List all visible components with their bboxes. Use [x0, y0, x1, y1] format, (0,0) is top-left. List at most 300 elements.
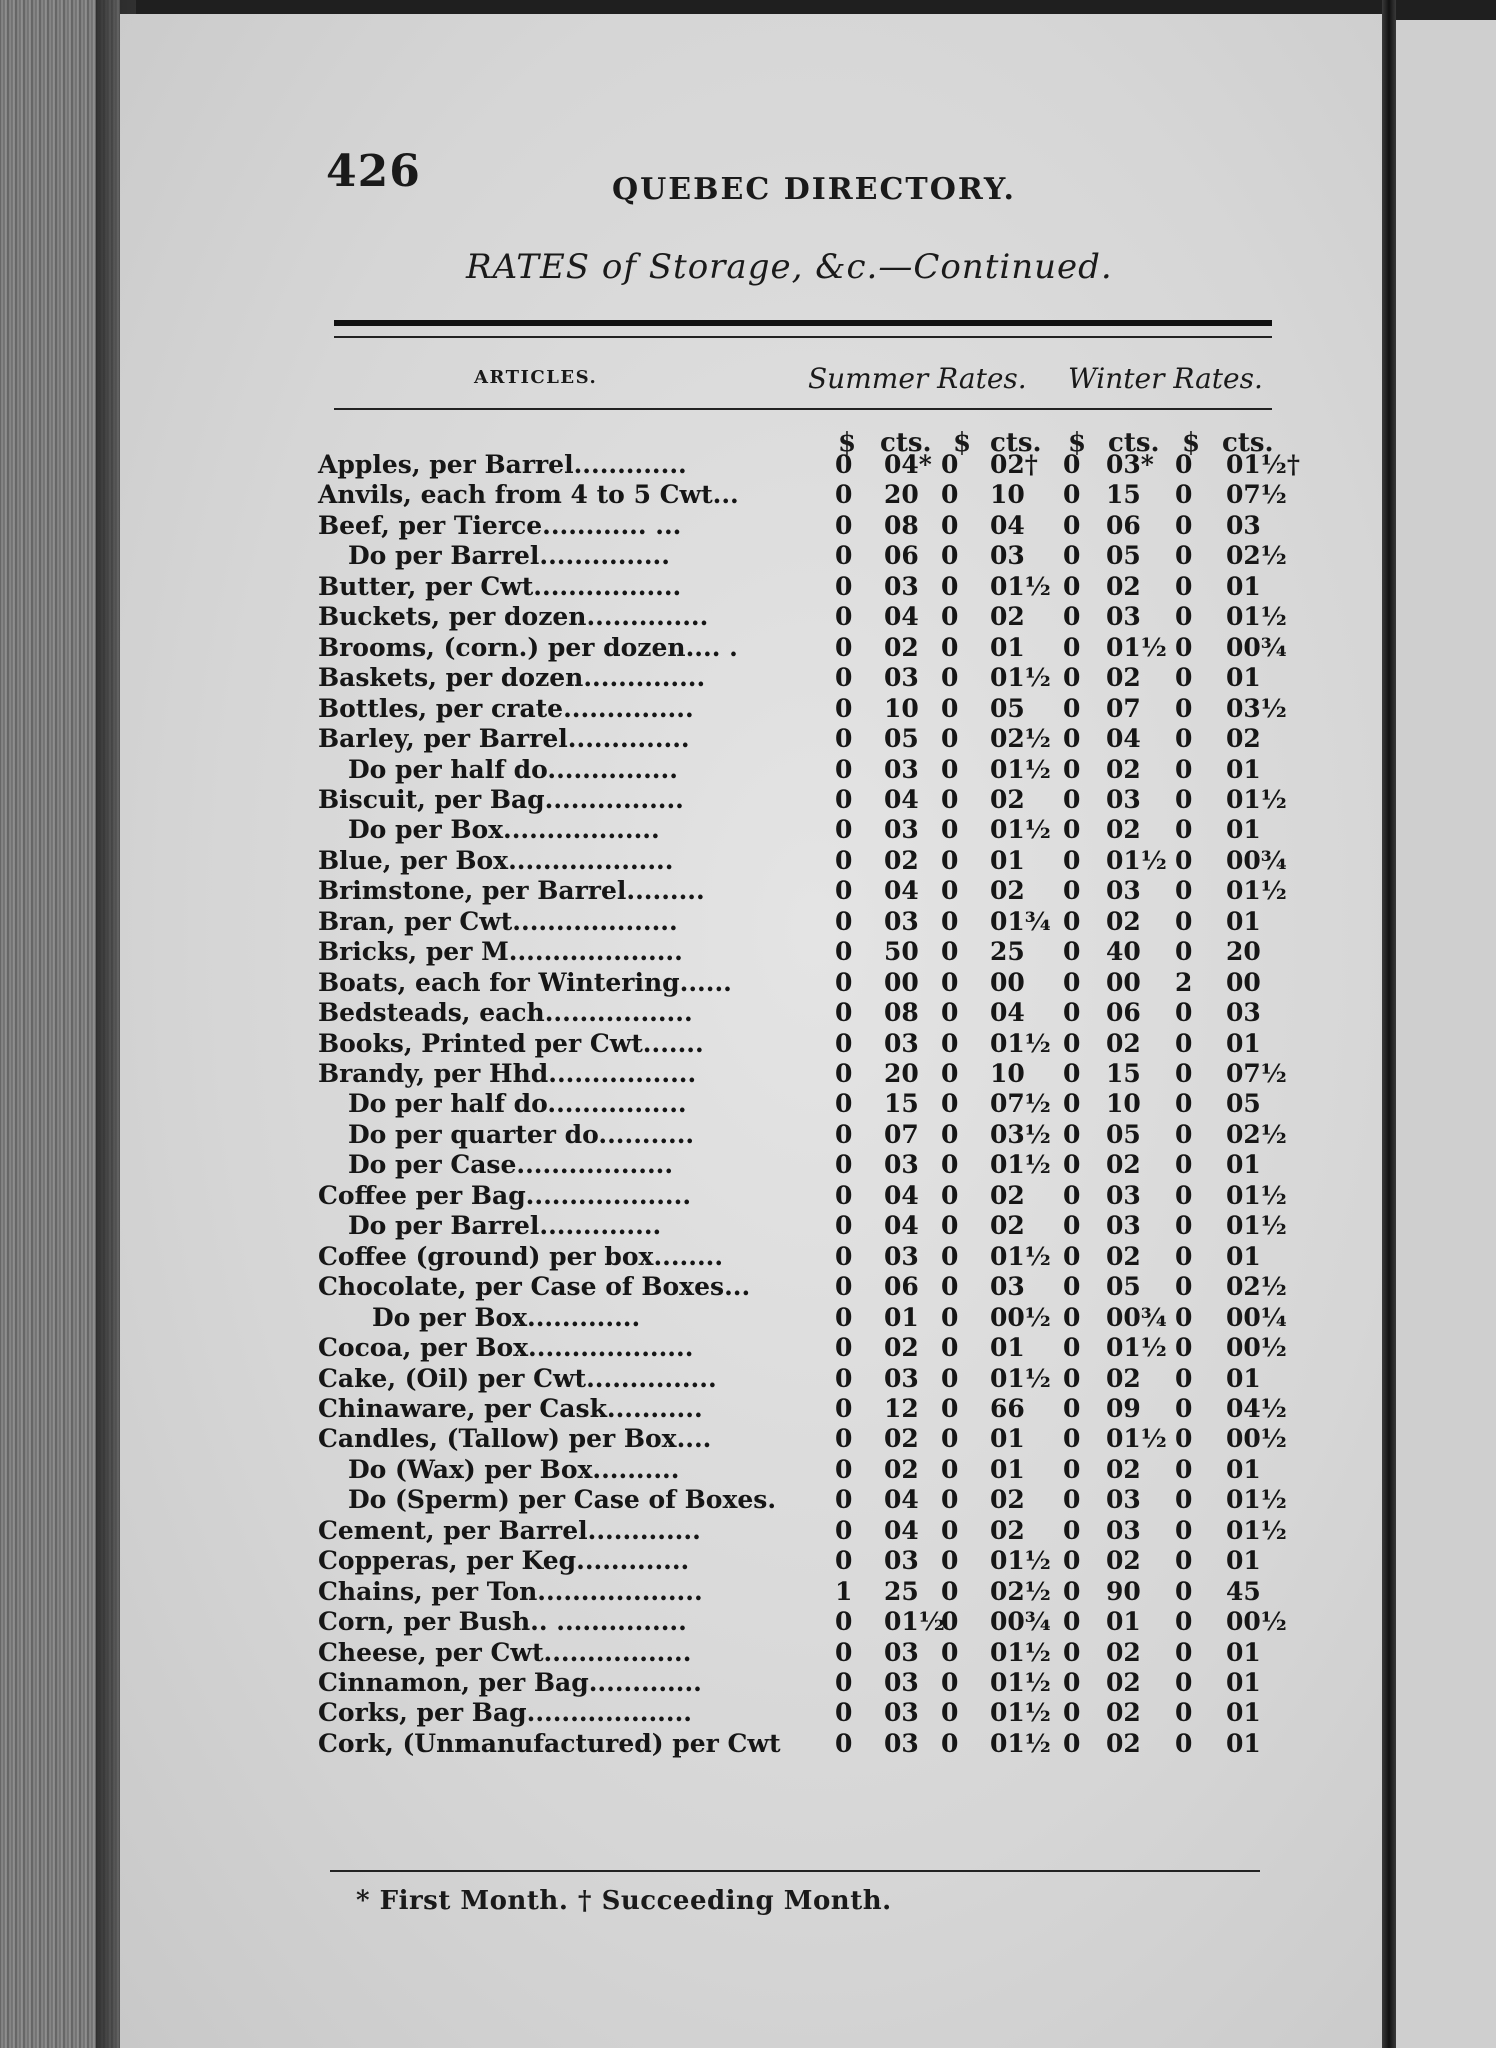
cents-cell: 07	[884, 1119, 919, 1149]
cents-cell: 00	[990, 967, 1025, 997]
cents-cell: 03	[990, 541, 1025, 571]
cents-cell: 02	[1106, 1668, 1141, 1697]
cents-cell: 01	[1226, 1637, 1261, 1667]
dollars-cell: 0	[941, 1150, 959, 1180]
cents-cell: 06	[1106, 998, 1141, 1028]
facing-page-strip	[1396, 20, 1496, 2048]
dollars-cell: 0	[941, 1302, 959, 1332]
dollars-cell: 0	[1063, 1454, 1081, 1484]
dollars-cell: 0	[941, 1576, 959, 1606]
dollars-cell: 0	[1175, 754, 1193, 784]
cents-cell: 01½	[990, 571, 1051, 601]
cents-cell: 01	[884, 1302, 919, 1332]
cents-cell: 00¾	[990, 1607, 1051, 1637]
dollars-cell: 0	[1175, 693, 1193, 723]
cents-cell: 02	[990, 1180, 1025, 1210]
dollars-cell: 0	[1063, 1302, 1081, 1332]
cents-cell: 02½	[1226, 1272, 1287, 1302]
dollars-cell: 0	[1175, 1150, 1193, 1180]
cents-cell: 02½	[990, 1576, 1051, 1606]
article-name: Bottles, per crate...............	[318, 693, 694, 723]
table-row	[0, 1059, 1287, 1089]
dollars-cell: 0	[835, 1150, 853, 1180]
cents-cell: 01	[1226, 754, 1261, 784]
article-name: Do per half do................	[348, 1089, 687, 1119]
cents-cell: 02	[990, 784, 1025, 814]
cents-cell: 01	[990, 1454, 1025, 1484]
dollars-cell: 0	[1063, 450, 1081, 479]
cents-cell: 02	[1106, 1637, 1141, 1667]
cents-cell: 04	[884, 1211, 919, 1241]
cents-cell: 06	[884, 1272, 919, 1302]
cents-cell: 01	[990, 1333, 1025, 1363]
dollars-cell: 0	[1175, 845, 1193, 875]
cents-cell: 01	[1226, 1698, 1261, 1728]
table-row	[0, 755, 1262, 785]
dollars-cell: 0	[941, 1698, 959, 1728]
dollars-cell: 0	[941, 450, 959, 479]
article-name: Butter, per Cwt.................	[318, 571, 682, 601]
dollars-cell: 0	[1063, 663, 1081, 693]
cents-cell: 01½	[990, 1637, 1051, 1667]
dollars-cell: 0	[835, 1728, 853, 1758]
cents-cell: 00¾	[1106, 1302, 1167, 1332]
article-name: Barley, per Barrel..............	[318, 724, 690, 754]
cents-cell: 00¼	[1226, 1302, 1287, 1332]
unit-header: $	[1182, 428, 1201, 458]
cents-cell: 02	[1106, 1728, 1141, 1758]
table-row	[0, 815, 1262, 845]
cents-cell: 02	[1106, 1546, 1141, 1576]
dollars-cell: 0	[1063, 1576, 1081, 1606]
article-name: Do per quarter do...........	[348, 1119, 695, 1149]
cents-cell: 07½	[1226, 480, 1287, 510]
cents-cell: 03	[884, 1150, 919, 1180]
table-row	[0, 907, 1262, 937]
cents-cell: 01	[1226, 663, 1261, 693]
dollars-cell: 0	[941, 1424, 959, 1454]
cents-cell: 02	[884, 1454, 919, 1484]
dollars-cell: 0	[941, 541, 959, 571]
cents-cell: 03	[884, 571, 919, 601]
dollars-cell: 0	[941, 967, 959, 997]
cents-cell: 04	[1106, 724, 1141, 754]
article-name: Corn, per Bush.. ...............	[318, 1607, 687, 1637]
cents-cell: 03	[1106, 876, 1141, 906]
dollars-cell: 1	[835, 1576, 853, 1606]
dollars-cell: 0	[1175, 602, 1193, 632]
dollars-cell: 0	[1175, 724, 1193, 754]
cents-cell: 03	[884, 754, 919, 784]
cents-cell: 03½	[1226, 693, 1287, 723]
cents-cell: 02	[1106, 1698, 1141, 1728]
running-head: QUEBEC DIRECTORY.	[612, 172, 1016, 207]
cents-cell: 05	[1106, 541, 1141, 571]
cents-cell: 04	[884, 1180, 919, 1210]
dollars-cell: 0	[835, 602, 853, 632]
cents-cell: 03*	[1106, 450, 1154, 479]
dollars-cell: 0	[941, 693, 959, 723]
cents-cell: 03	[1106, 1515, 1141, 1545]
cents-cell: 01½	[1106, 845, 1167, 875]
dollars-cell: 0	[835, 1302, 853, 1332]
dollars-cell: 0	[835, 967, 853, 997]
table-row	[0, 602, 1287, 632]
cents-cell: 02	[1106, 1241, 1141, 1271]
cents-cell: 02	[990, 876, 1025, 906]
cents-cell: 01	[1226, 1546, 1261, 1576]
cents-cell: 00½	[990, 1302, 1051, 1332]
dollars-cell: 0	[1063, 1119, 1081, 1149]
table-row	[0, 876, 1287, 906]
article-name: Buckets, per dozen..............	[318, 602, 709, 632]
dollars-cell: 0	[835, 1028, 853, 1058]
table-row	[0, 1119, 1287, 1150]
cents-cell: 15	[884, 1089, 919, 1119]
article-name: Baskets, per dozen..............	[318, 663, 706, 693]
cents-cell: 07	[1106, 693, 1141, 723]
dollars-cell: 0	[1175, 784, 1193, 814]
dollars-cell: 0	[941, 815, 959, 845]
cents-cell: 01	[1226, 1028, 1261, 1058]
dollars-cell: 0	[835, 480, 853, 510]
cents-cell: 06	[884, 541, 919, 571]
dollars-cell: 0	[835, 1272, 853, 1302]
table-row	[0, 1668, 1262, 1698]
dollars-cell: 0	[1063, 602, 1081, 632]
cents-cell: 01½	[1226, 876, 1287, 906]
article-name: Do per Box.............	[372, 1302, 641, 1332]
cents-cell: 01	[1226, 1668, 1261, 1697]
dollars-cell: 0	[1175, 1698, 1193, 1728]
table-row	[0, 1455, 1262, 1485]
cents-cell: 03	[1106, 784, 1141, 814]
cents-cell: 01½	[990, 1546, 1051, 1576]
table-row	[0, 784, 1287, 815]
table-row	[0, 663, 1262, 693]
cents-cell: 02½	[1226, 541, 1287, 571]
dollars-cell: 0	[1063, 1028, 1081, 1058]
dollars-cell: 0	[941, 1728, 959, 1758]
dollars-cell: 0	[1175, 1454, 1193, 1484]
dollars-cell: 0	[1063, 541, 1081, 571]
article-name: Beef, per Tierce............ ...	[318, 510, 682, 540]
unit-header: $	[838, 428, 857, 458]
dollars-cell: 0	[941, 1059, 959, 1088]
dollars-cell: 0	[1063, 754, 1081, 784]
dollars-cell: 0	[835, 906, 853, 936]
dollars-cell: 0	[1063, 480, 1081, 510]
cents-cell: 02½	[990, 724, 1051, 754]
article-name: Cheese, per Cwt.................	[318, 1637, 692, 1667]
article-name: Biscuit, per Bag................	[318, 784, 684, 814]
dollars-cell: 0	[941, 602, 959, 632]
cents-cell: 03	[884, 1698, 919, 1728]
cents-cell: 66	[990, 1393, 1025, 1423]
cents-cell: 05	[1226, 1089, 1261, 1119]
dollars-cell: 0	[1063, 632, 1081, 662]
dollars-cell: 0	[1175, 1059, 1193, 1088]
table-row	[0, 968, 1262, 998]
cents-cell: 02	[990, 1211, 1025, 1241]
dollars-cell: 0	[1063, 510, 1081, 540]
dollars-cell: 0	[1063, 1485, 1081, 1515]
cents-cell: 00	[884, 967, 919, 997]
dollars-cell: 0	[1063, 1333, 1081, 1363]
cents-cell: 02	[1106, 1028, 1141, 1058]
dollars-cell: 0	[941, 1515, 959, 1545]
dollars-cell: 0	[835, 937, 853, 967]
cents-cell: 01½	[884, 1607, 945, 1637]
cents-cell: 03	[884, 815, 919, 845]
article-name: Brandy, per Hhd.................	[318, 1059, 697, 1088]
dollars-cell: 0	[835, 1668, 853, 1697]
dollars-cell: 0	[1175, 1028, 1193, 1058]
article-name: Do (Wax) per Box..........	[348, 1454, 680, 1484]
column-header-summer: Summer Rates.	[808, 362, 1027, 395]
table-row	[0, 724, 1262, 754]
unit-header: cts.	[1222, 428, 1274, 458]
dollars-cell: 0	[1175, 450, 1193, 479]
column-header-articles: ARTICLES.	[474, 367, 598, 388]
dollars-cell: 0	[941, 510, 959, 540]
dollars-cell: 0	[1175, 998, 1193, 1028]
article-name: Cement, per Barrel.............	[318, 1515, 701, 1545]
cents-cell: 01	[1226, 571, 1261, 601]
article-name: Books, Printed per Cwt.......	[318, 1028, 704, 1058]
dollars-cell: 0	[1175, 1515, 1193, 1545]
footnote: * First Month. † Succeeding Month.	[356, 1886, 892, 1916]
header-rule-thick	[334, 320, 1272, 326]
dollars-cell: 0	[835, 571, 853, 601]
cents-cell: 04	[884, 784, 919, 814]
article-name: Bricks, per M....................	[318, 937, 683, 967]
dollars-cell: 0	[835, 1241, 853, 1271]
cents-cell: 01½	[1106, 632, 1167, 662]
dollars-cell: 0	[1063, 1546, 1081, 1576]
unit-header: cts.	[1108, 428, 1160, 458]
article-name: Coffee (ground) per box........	[318, 1241, 724, 1271]
article-name: Coffee per Bag...................	[318, 1180, 692, 1210]
dollars-cell: 0	[941, 754, 959, 784]
table-row	[0, 541, 1287, 571]
cents-cell: 02	[884, 1333, 919, 1363]
cents-cell: 02	[990, 602, 1025, 632]
dollars-cell: 0	[1175, 1576, 1193, 1606]
table-row	[0, 1150, 1262, 1180]
cents-cell: 09	[1106, 1393, 1141, 1423]
dollars-cell: 0	[1175, 1302, 1193, 1332]
dollars-cell: 0	[941, 1211, 959, 1241]
article-name: Do per Case..................	[348, 1150, 674, 1180]
cents-cell: 04	[884, 1515, 919, 1545]
article-name: Chinaware, per Cask...........	[318, 1393, 703, 1423]
dollars-cell: 2	[1175, 967, 1193, 997]
cents-cell: 00	[1226, 967, 1261, 997]
dollars-cell: 0	[1175, 1241, 1193, 1271]
dollars-cell: 0	[1175, 510, 1193, 540]
dollars-cell: 0	[1063, 1393, 1081, 1423]
dollars-cell: 0	[941, 480, 959, 510]
dollars-cell: 0	[1175, 1333, 1193, 1363]
dollars-cell: 0	[941, 1089, 959, 1119]
dollars-cell: 0	[835, 1119, 853, 1149]
dollars-cell: 0	[835, 1424, 853, 1454]
dollars-cell: 0	[941, 1241, 959, 1271]
dollars-cell: 0	[1063, 1059, 1081, 1088]
table-row	[0, 1211, 1287, 1241]
dollars-cell: 0	[941, 663, 959, 693]
cents-cell: 00½	[1226, 1333, 1287, 1363]
table-row	[0, 1180, 1287, 1211]
cents-cell: 01	[1226, 906, 1261, 936]
dollars-cell: 0	[1175, 1424, 1193, 1454]
table-row	[0, 1729, 1262, 1759]
dollars-cell: 0	[1063, 1272, 1081, 1302]
cents-cell: 03	[884, 1728, 919, 1758]
cents-cell: 01½	[990, 1028, 1051, 1058]
dollars-cell: 0	[1175, 1119, 1193, 1149]
article-name: Do per Barrel..............	[348, 1211, 662, 1241]
column-header-rule	[334, 408, 1272, 410]
dollars-cell: 0	[941, 632, 959, 662]
dollars-cell: 0	[835, 754, 853, 784]
dollars-cell: 0	[835, 1515, 853, 1545]
dollars-cell: 0	[1175, 1668, 1193, 1697]
cents-cell: 00½	[1226, 1424, 1287, 1454]
cents-cell: 00¾	[1226, 632, 1287, 662]
cents-cell: 10	[884, 693, 919, 723]
dollars-cell: 0	[1175, 1211, 1193, 1241]
dollars-cell: 0	[1063, 937, 1081, 967]
table-row	[0, 1607, 1287, 1637]
dollars-cell: 0	[835, 1485, 853, 1515]
cents-cell: 04*	[884, 450, 932, 479]
dollars-cell: 0	[1063, 906, 1081, 936]
table-row	[0, 1424, 1287, 1454]
cents-cell: 01½	[990, 1150, 1051, 1180]
cents-cell: 01	[990, 1424, 1025, 1454]
cents-cell: 50	[884, 937, 919, 967]
dollars-cell: 0	[1175, 1272, 1193, 1302]
dollars-cell: 0	[1063, 815, 1081, 845]
table-row	[0, 511, 1262, 541]
table-row	[0, 480, 1287, 510]
cents-cell: 01½	[990, 663, 1051, 693]
table-row	[0, 572, 1262, 602]
article-name: Cocoa, per Box...................	[318, 1333, 694, 1363]
dollars-cell: 0	[1063, 1089, 1081, 1119]
article-name: Chocolate, per Case of Boxes...	[318, 1272, 751, 1302]
dollars-cell: 0	[941, 571, 959, 601]
dollars-cell: 0	[1063, 1668, 1081, 1697]
table-row	[0, 632, 1287, 663]
dollars-cell: 0	[941, 1180, 959, 1210]
cents-cell: 04½	[1226, 1393, 1287, 1423]
dollars-cell: 0	[835, 1698, 853, 1728]
cents-cell: 15	[1106, 1059, 1141, 1088]
cents-cell: 01	[1106, 1607, 1141, 1637]
dollars-cell: 0	[1175, 663, 1193, 693]
table-row	[0, 450, 1300, 480]
dollars-cell: 0	[941, 1454, 959, 1484]
dollars-cell: 0	[941, 784, 959, 814]
cents-cell: 01½	[990, 1241, 1051, 1271]
dollars-cell: 0	[1063, 1180, 1081, 1210]
cents-cell: 01½	[1226, 602, 1287, 632]
cents-cell: 25	[990, 937, 1025, 967]
dollars-cell: 0	[941, 724, 959, 754]
dollars-cell: 0	[1063, 1698, 1081, 1728]
table-row	[0, 1272, 1287, 1302]
cents-cell: 04	[990, 510, 1025, 540]
cents-cell: 01½	[1226, 784, 1287, 814]
cents-cell: 01	[990, 845, 1025, 875]
cents-cell: 01½	[1226, 1485, 1287, 1515]
article-name: Apples, per Barrel.............	[318, 450, 687, 479]
cents-cell: 01½	[990, 1363, 1051, 1393]
article-name: Chains, per Ton...................	[318, 1576, 703, 1606]
cents-cell: 20	[884, 1059, 919, 1088]
cents-cell: 05	[1106, 1272, 1141, 1302]
dollars-cell: 0	[1063, 876, 1081, 906]
dollars-cell: 0	[1063, 1150, 1081, 1180]
article-name: Blue, per Box...................	[318, 845, 674, 875]
dollars-cell: 0	[1063, 1363, 1081, 1393]
article-name: Anvils, each from 4 to 5 Cwt...	[318, 480, 739, 510]
cents-cell: 01¾	[990, 906, 1051, 936]
table-row	[0, 1302, 1287, 1333]
dollars-cell: 0	[941, 1485, 959, 1515]
table-row	[0, 1546, 1262, 1576]
dollars-cell: 0	[835, 724, 853, 754]
cents-cell: 01	[1226, 1241, 1261, 1271]
cents-cell: 08	[884, 510, 919, 540]
cents-cell: 03	[884, 663, 919, 693]
dollars-cell: 0	[1063, 571, 1081, 601]
cents-cell: 05	[990, 693, 1025, 723]
dollars-cell: 0	[1063, 967, 1081, 997]
dollars-cell: 0	[1175, 906, 1193, 936]
article-name: Cake, (Oil) per Cwt...............	[318, 1363, 717, 1393]
dollars-cell: 0	[835, 1454, 853, 1484]
cents-cell: 00	[1106, 967, 1141, 997]
cents-cell: 04	[884, 602, 919, 632]
dollars-cell: 0	[941, 1607, 959, 1637]
cents-cell: 02	[884, 632, 919, 662]
cents-cell: 03	[884, 1241, 919, 1271]
dollars-cell: 0	[1175, 815, 1193, 845]
cents-cell: 03	[1226, 510, 1261, 540]
article-name: Bran, per Cwt...................	[318, 906, 678, 936]
dollars-cell: 0	[1175, 1393, 1193, 1423]
cents-cell: 01½	[1106, 1333, 1167, 1363]
dollars-cell: 0	[835, 1637, 853, 1667]
table-bottom-rule	[330, 1870, 1260, 1872]
dollars-cell: 0	[1063, 1728, 1081, 1758]
cents-cell: 03	[1106, 1180, 1141, 1210]
cents-cell: 02	[1106, 1150, 1141, 1180]
dollars-cell: 0	[835, 1363, 853, 1393]
column-header-winter: Winter Rates.	[1068, 362, 1263, 395]
dollars-cell: 0	[835, 510, 853, 540]
cents-cell: 07½	[990, 1089, 1051, 1119]
cents-cell: 01½	[1106, 1424, 1167, 1454]
dollars-cell: 0	[835, 632, 853, 662]
cents-cell: 20	[884, 480, 919, 510]
cents-cell: 02	[1106, 815, 1141, 845]
cents-cell: 10	[990, 480, 1025, 510]
